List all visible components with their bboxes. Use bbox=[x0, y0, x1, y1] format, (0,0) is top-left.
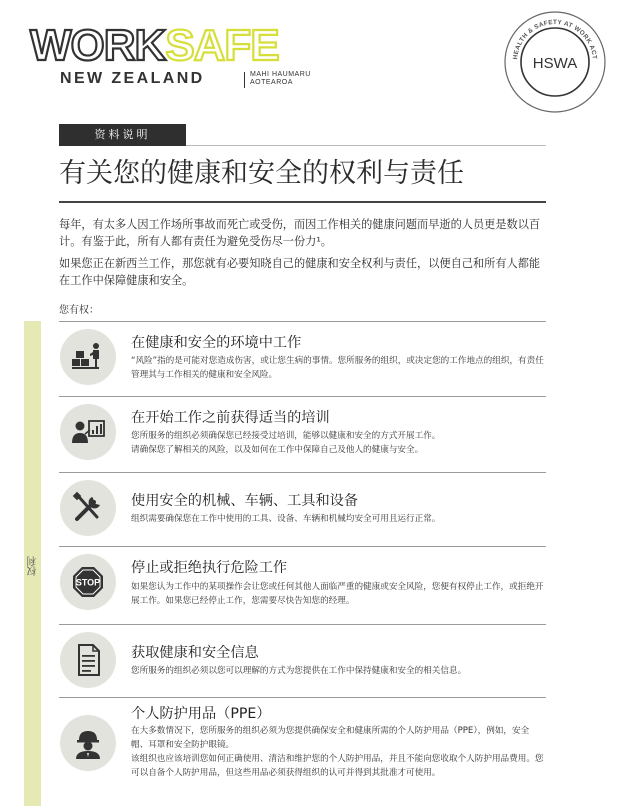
rights-intro-label: 您有权： bbox=[59, 305, 99, 316]
item-divider bbox=[59, 546, 546, 547]
document-type-tag: 资料说明 bbox=[59, 124, 186, 146]
item-description-line: 您所服务的组织必须确保您已经接受过培训，能够以健康和安全的方式开展工作。 bbox=[131, 431, 441, 441]
item-title: 停止或拒绝执行危险工作 bbox=[131, 560, 288, 576]
logo-divider bbox=[244, 72, 245, 88]
item-divider bbox=[59, 697, 546, 698]
logo-maori-line-2: AOTEAROA bbox=[250, 79, 293, 86]
intro-paragraph-2: 如果您正在新西兰工作，那您就有必要知晓自己的健康和安全权利与责任，以便自己和所有人都能在工作中保障健康和安全。 bbox=[59, 257, 541, 287]
item-description bbox=[131, 724, 546, 780]
document-icon bbox=[60, 632, 116, 688]
item-description-paragraph: 在大多数情况下，您所服务的组织必须为您提供确保安全和健康所需的个人防护用品（PPE），例如，安全帽、耳罩和安全防护眼镜。 bbox=[131, 726, 530, 750]
seal-arc-text: HEALTH & SAFETY AT WORK ACT bbox=[512, 18, 598, 60]
title-divider bbox=[59, 201, 546, 203]
logo-wordmark bbox=[30, 22, 279, 70]
item-description-paragraph: 该组织也应该培训您如何正确使用、清洁和维护您的个人防护用品，并且不能向您收取个人防护用品费用。您可以自备个人防护用品，但这些用品必须获得组织的认可并得到其批准才可使用。 bbox=[131, 754, 544, 778]
training-presentation-icon bbox=[60, 404, 116, 460]
item-divider bbox=[59, 321, 546, 322]
logo-word-safe: SAFE bbox=[165, 21, 279, 70]
logo-tagline: NEW ZEALAND bbox=[60, 70, 205, 87]
item-description bbox=[131, 429, 546, 457]
rights-side-label: 权利 bbox=[28, 556, 39, 576]
item-divider bbox=[59, 624, 546, 625]
worker-boxes-icon bbox=[60, 329, 116, 385]
item-title: 个人防护用品（PPE） bbox=[131, 706, 271, 722]
hswa-seal bbox=[503, 10, 607, 114]
item-description-line: 请确保您了解相关的风险，以及如何在工作中保障自己及他人的健康与安全。 bbox=[131, 445, 424, 455]
tag-divider bbox=[186, 145, 546, 146]
worksafe-logo bbox=[30, 22, 330, 92]
item-description: 您所服务的组织必须以您可以理解的方式为您提供在工作中保持健康和安全的相关信息。 bbox=[131, 666, 467, 676]
logo-word-work: WORK bbox=[30, 21, 166, 70]
svg-text:HEALTH & SAFETY AT WORK ACT bbox=[512, 19, 598, 60]
stop-sign-icon bbox=[60, 554, 116, 610]
item-divider bbox=[59, 396, 546, 397]
item-title: 在健康和安全的环境中工作 bbox=[131, 335, 302, 351]
item-description: “风险”指的是可能对您造成伤害，或让您生病的事情。您所服务的组织，或决定您的工作地点的组织，有责任管理其与工作相关的健康和安全风险。 bbox=[131, 356, 544, 380]
logo-maori-text bbox=[250, 71, 320, 87]
item-description: 组织需要确保您在工作中使用的工具、设备、车辆和机械均安全可用且运行正常。 bbox=[131, 514, 441, 524]
intro-paragraph-1: 每年，有太多人因工作场所事故而死亡或受伤，而因工作相关的健康问题而早逝的人员更是数以百计。有鉴于此，所有人都有责任为避免受伤尽一份力¹。 bbox=[59, 218, 541, 248]
item-title: 获取健康和安全信息 bbox=[131, 645, 259, 661]
stop-sign-text: STOP bbox=[75, 577, 101, 588]
page-title: 有关您的健康和安全的权利与责任 bbox=[59, 158, 464, 189]
item-title: 使用安全的机械、车辆、工具和设备 bbox=[131, 493, 359, 509]
item-description: 如果您认为工作中的某项操作会让您或任何其他人面临严重的健康或安全风险，您便有权停止工作，或拒绝开展工作。如果您已经停止工作，您需要尽快告知您的经理。 bbox=[131, 582, 544, 606]
wrench-screwdriver-icon bbox=[60, 480, 116, 536]
hard-hat-worker-icon bbox=[60, 715, 116, 771]
item-divider bbox=[59, 472, 546, 473]
item-title: 在开始工作之前获得适当的培训 bbox=[131, 410, 330, 426]
logo-maori-line-1: MAHI HAUMARU bbox=[250, 71, 311, 78]
seal-center-text: HSWA bbox=[532, 55, 578, 72]
